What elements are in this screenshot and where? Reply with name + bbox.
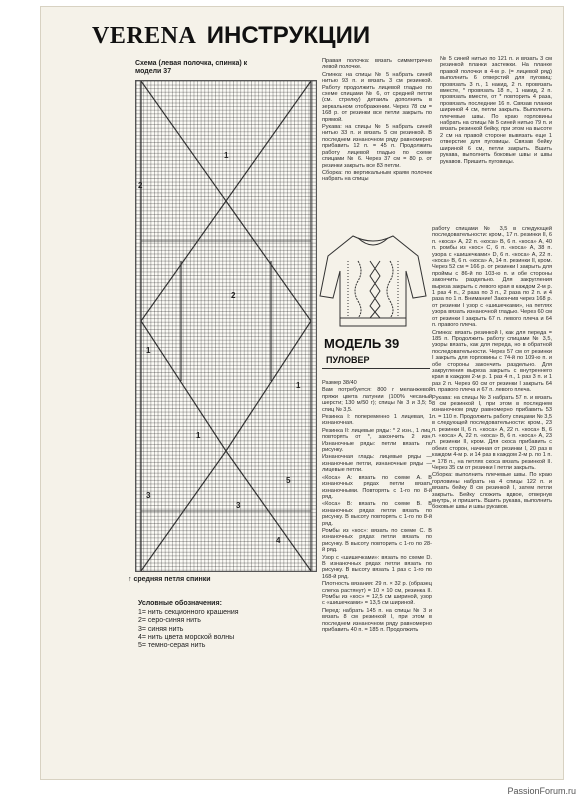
paragraph: Размер 38/40	[322, 380, 357, 386]
legend-title: Условные обозначения:	[138, 600, 222, 607]
chart-mark: 1	[196, 431, 201, 440]
legend-item: 5= темно-серая нить	[138, 642, 206, 650]
model-subtitle: ПУЛОВЕР	[326, 355, 370, 365]
page-title: ИНСТРУКЦИИ	[206, 22, 371, 49]
legend-item: 2= серо-синяя нить	[138, 617, 201, 625]
paragraph: «Коса» B: вязать по схеме B. В изнаночных рядах петли вязать по рисунку. В высоту повторять с 1-го по 8-й ряд.	[322, 501, 432, 527]
chart-mark: 5	[286, 476, 291, 485]
scheme-caption: Схема (левая полочка, спинка) к модели 37	[135, 60, 248, 75]
paragraph: Ромбы из «кос»: вязать по схеме C. В изнаночных рядах петли вязать по рисунку. В высоту повторить с 1-го по 28-й ряд.	[322, 527, 432, 554]
paragraph: Сборка: по вертикальным краям полочек набрать на спицы	[322, 169, 432, 183]
legend-item: 3= синяя нить	[138, 625, 184, 633]
paragraph: Изнаночная гладь: лицевые ряды — изнаночные петли, изнаночные ряды — лицевые петли.	[322, 454, 432, 474]
chart-mark: 2	[231, 291, 236, 300]
legend-item: 1= нить секционного крашения	[138, 609, 239, 617]
knitting-chart	[135, 80, 317, 572]
instructions-column-assembly	[440, 56, 552, 166]
legend-item: 4= нить цвета морской волны	[138, 633, 235, 641]
divider	[322, 368, 430, 369]
brand-logo: VERENA	[92, 23, 197, 49]
sweater-illustration	[318, 226, 428, 334]
paragraph: Сборка: выполнить плечевые швы. По краю горловины набрать на 4 спицы 122 п. и вязать бейку 8 см резинкой I, затем петли закрыть. Бейку сложить вдвое, отвернув внутрь, и пришить. Вшить рукава, выполнить боковые швы и швы рукавов.	[432, 472, 552, 511]
instructions-column-model-37	[322, 58, 432, 184]
legend	[138, 600, 318, 650]
instructions-column-model-39-cont	[432, 226, 552, 512]
paragraph: Рукава: на спицы № 3 набрать 57 п. и вязать 8 см резинкой I, при этом в последнем изнаночном ряду равномерно прибавить 53 п. = 110 п. Продолжить работу спицами № 3,5 в следующей последовательности: кром., 23 п. резинки II, 6 п. «коса» A, 22 п. «коса» B, 6 п. «коса» A, 22 п. «коса» B, 6 п. «коса» A, 23 п. резинки II, кром. Для скоса прибавить с обеих сторон, начиная от резинки I, 20 раз в каждом 4-м р. и 14 раз в каждом 2-м р. по 1 п. = 178 п., на петлях скоса вязать резинкой II. Через 35 см от резинки I петли закрыть.	[432, 394, 552, 472]
paragraph: Вам потребуется: 800 г меланжевой пряжи цвета латунии (100% чесаный шерсти; 130 м/50 г); спицы № 3 и 3,5; 5 спиц № 3,5.	[322, 387, 432, 413]
paragraph: Спинка: на спицы № 5 набрать синей нитью 93 п. и вязать 3 см резинкой. Работу продолжить лицевой гладью по схеме спицами № 6, от средней петли (см. стрелку) детаиль дополнить в зеркальном отображении. Через 78 см = 168 р. от резинки все петли закрыть по прямой.	[322, 71, 432, 123]
paragraph: «Коса» A: вязать по схеме A. В изнаночных рядах петли вязать изнаночными. Повторять с 1-го по 8-й ряд.	[322, 474, 432, 500]
model-title: МОДЕЛЬ 39	[324, 336, 400, 351]
chart-mark: 4	[276, 536, 281, 545]
paragraph: № 5 синей нитью по 121 п. и вязать 3 см резинкой планки застежки. На планке правой полочки в 4-м р. (= лицевой ряд) выполнить 6 отверстий для пуговиц: провязать 3 п., 1 накид, 2 п. провязать вместе, * провязать 18 п., 1 накид, 2 п. провязать вместе, от * повторить 4 раза, провязать последние 16 п. Связав планки шириной 4 см, петли закрыть. Выполнить плечевые швы. По краю горловины набрать на спицы № 5 синей нитью 79 п. и вязать резинкой бейку, при этом на высоте 2 см на правой стороне вывязать еще 1 отверстие для пуговицы. Связав бейку шириной 6 см, петли закрыть. Вшить рукава, выполнить боковые швы и швы рукавов. Пришить пуговицы.	[440, 56, 552, 165]
paragraph: Узор с «шишечками»: вязать по схеме D. В изнаночных рядах петли вязать по рисунку. В высоту вязать 1 раз с 1-го по 168-й ряд.	[322, 554, 432, 580]
paragraph: Плотность вязания: 29 п. × 32 р. (образец слегка растянут) = 10 × 10 см, резинка II. Ромбы из «кос» = 12,5 см шириной, узор с «шишечками» = 13,5 см шириной.	[322, 581, 432, 607]
chart-mark: 1	[296, 381, 301, 390]
paragraph: Резинка I: попеременно 1 лицевая, 1 изнаночная.	[322, 414, 432, 427]
paragraph: Правая полочка: вязать симметрично левой полочке.	[322, 58, 432, 71]
watermark: PassionForum.ru	[507, 786, 576, 796]
paragraph: Перед: набрать 145 п. на спицы № 3 и вязать 8 см резинкой I, при этом в последнем изнаночном ряду равномерно прибавить 40 п. = 185 п. Продолжить	[322, 607, 432, 634]
paragraph: Резинка II: лицевые ряды: * 2 изн., 1 лиц. повторять от *, закончить 2 изн. Изнаночные ряды: петли вязать по рисунку.	[322, 427, 432, 454]
paragraph: работу спицами № 3,5 в следующей последовательности: кром., 17 п. резинки II, 6 п. «коса» A, 22 п. «коса» B, 6 п. «коса» A, 40 п. ромбы из «кос» C, 6 п. «коса» A, 38 п. узора с «шишечками» D, 6 п. «коса» A, 22 п. «коса» B, 6 п. «коса» A, 14 п. резинки II, кром. Через 52 см = 166 р. от резинки I закрыть для проймы с 86-й по 103-ю п. и обе стороны закончить раздельно. Для закругления выреза закрыть с левого края в каждом 2-м р. 1 раз 4 п., 2 раза по 3 п., 2 раза по 2 п. и 4 раза по 1 п. Внимание! Закончив через 168 р. от резинки I узор с «шишечками», на петлях узора вязать изнаночной гладью. Через 60 см от резинки I закрыть 67 п. левого плеча и 64 п. правого плеча.	[432, 226, 552, 329]
chart-mark: 2	[138, 181, 143, 190]
chart-mark: 3	[236, 501, 241, 510]
chart-mark: 1	[224, 151, 229, 160]
chart-mark: 3	[146, 491, 151, 500]
instructions-column-model-39	[322, 380, 432, 634]
page-header	[92, 22, 370, 50]
chart-bottom-caption: ↑ средняя петля спинки	[128, 576, 211, 583]
chart-mark: 1	[146, 346, 151, 355]
paragraph: Рукава: на спицы № 5 набрать синей нитью 33 п. и вязать 5 см резинкой. В последнем изнаночном ряду равномерно прибавить 12 п. = 45 п. Продолжить работу лицевой гладью по схеме спицами № 6. Через 37 см = 80 р. от резинки закрыть все 83 петли.	[322, 124, 432, 169]
paragraph: Спинка: вязать резинкой I, как для переда = 185 п. Продолжить работу спицами № 3,5, узоры вязать, как для переда, но в обратной последовательности. Через 57 см от резинки I закрыть для горловины с 74-й по 109-ю п. и обе стороны закончить раздельно. Для закругления выреза закрыть с внутреннего края в каждом 2-м р. 1 раз 4 п., 1 раз 3 п. и 1 раз 2 п. Через 60 см от резинки I закрыть 64 п. правого плеча и 67 п. левого плеча.	[432, 329, 552, 394]
